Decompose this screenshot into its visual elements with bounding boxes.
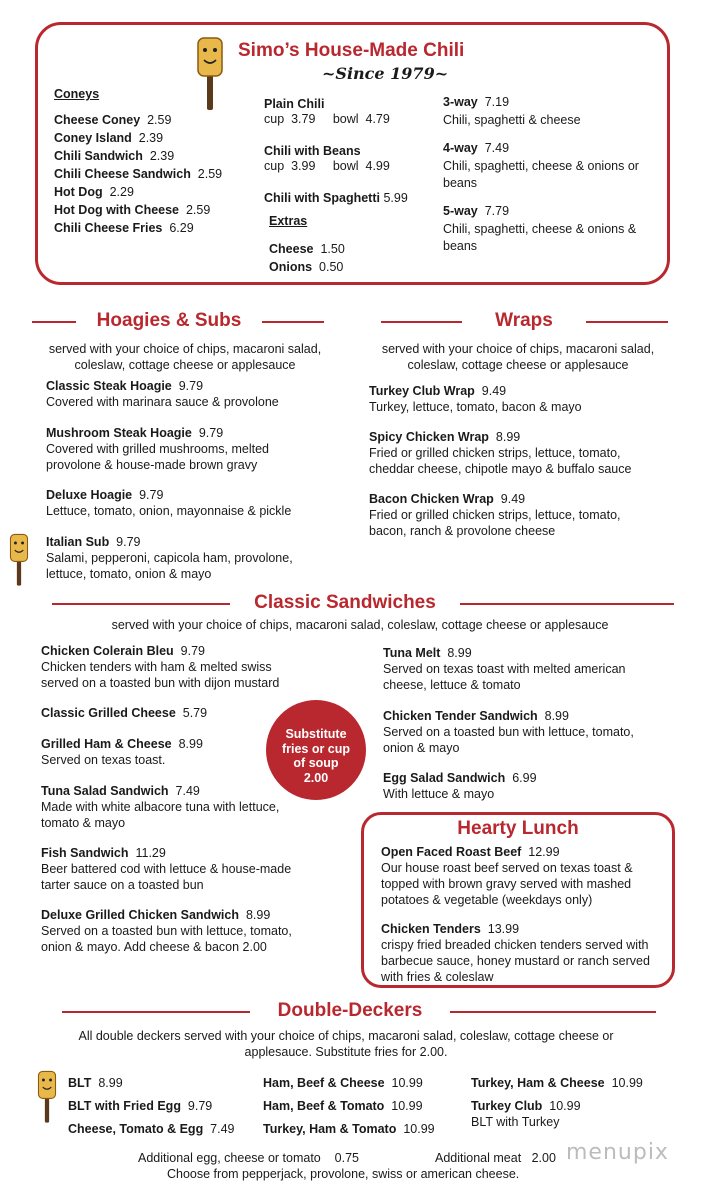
menu-item-title <box>54 166 222 182</box>
menu-item-title <box>383 645 472 661</box>
item-description: Made with white albacore tuna with lettuce, <box>41 800 280 814</box>
item-price: 7.19 <box>484 95 510 109</box>
beans-chili-prices <box>264 158 390 174</box>
item-name: Chicken Tender Sandwich <box>383 709 538 723</box>
item-name: Ham, Beef & Tomato <box>263 1099 385 1113</box>
item-name: Bacon Chicken Wrap <box>369 492 494 506</box>
item-description: Served on texas toast with melted american <box>383 662 626 676</box>
menu-item-title <box>263 1098 423 1114</box>
item-description: crispy fried breaded chicken tenders served with <box>381 938 649 952</box>
menu-item-title <box>54 148 174 164</box>
item-name: Chicken Tenders <box>381 922 481 936</box>
plain-chili-name: Plain Chili <box>264 97 325 111</box>
spatula-icon <box>9 533 29 587</box>
item-name: Turkey Club <box>471 1099 543 1113</box>
menu-item-title <box>46 378 203 394</box>
menu-item-title <box>41 643 205 659</box>
item-price: 6.29 <box>169 221 194 235</box>
menu-item-title <box>46 487 163 503</box>
menu-item-title <box>54 220 194 236</box>
menu-item-title <box>54 112 171 128</box>
bowl-price: 4.79 <box>365 112 390 126</box>
item-description: topped with brown gravy served with mashed <box>381 877 632 891</box>
item-price: 9.79 <box>180 644 205 658</box>
item-name: Deluxe Hoagie <box>46 488 133 502</box>
item-price: 2.39 <box>138 131 164 145</box>
menu-item-title <box>68 1121 235 1137</box>
menu-item-title <box>443 203 509 219</box>
item-name: Fish Sandwich <box>41 846 129 860</box>
item-description: Chili, spaghetti, cheese & onions & <box>443 222 637 236</box>
divider <box>586 321 668 323</box>
double-served-2: applesauce. Substitute fries for 2.00. <box>244 1045 448 1059</box>
item-description: tarter sauce on a toasted bun <box>41 878 204 892</box>
item-price: 12.99 <box>528 845 560 859</box>
item-description: cheese, lettuce & tomato <box>383 678 521 692</box>
item-description: beans <box>443 176 478 190</box>
item-name: 4-way <box>443 141 478 155</box>
item-price: 9.79 <box>178 379 204 393</box>
bowl-price: 4.99 <box>365 159 390 173</box>
hearty-title: Hearty Lunch <box>457 818 579 839</box>
menu-item-title <box>41 705 207 721</box>
label: Additional meat <box>435 1151 522 1165</box>
item-price: 7.79 <box>484 204 510 218</box>
item-name: 3-way <box>443 95 478 109</box>
substitute-badge <box>266 700 366 800</box>
item-description: tomato & mayo <box>41 816 126 830</box>
divider <box>262 321 324 323</box>
extra-cheese <box>269 241 345 257</box>
classic-title: Classic Sandwiches <box>254 592 436 613</box>
menu-item-title <box>471 1098 581 1114</box>
wraps-served-1: served with your choice of chips, macaroni salad, <box>381 342 655 356</box>
item-description: cheddar cheese, chipotle mayo & buffalo sauce <box>369 462 632 476</box>
item-name: Chili with Spaghetti <box>264 191 380 205</box>
menu-item-title <box>46 534 141 550</box>
item-price: 11.29 <box>135 846 166 860</box>
item-description: lettuce, tomato, onion & mayo <box>46 567 212 581</box>
item-price: 8.99 <box>495 430 521 444</box>
menu-item-title <box>41 783 200 799</box>
item-price: 2.39 <box>149 149 175 163</box>
spatula-icon <box>37 1070 57 1124</box>
wraps-title: Wraps <box>495 310 553 331</box>
item-description: Our house roast beef served on texas toast & <box>381 861 633 875</box>
item-name: Hot Dog with Cheese <box>54 203 180 217</box>
item-price: 7.49 <box>175 784 200 798</box>
item-name: Cheese <box>269 242 314 256</box>
item-price: 9.79 <box>116 535 141 549</box>
item-price: 7.49 <box>210 1122 235 1136</box>
hoagies-title: Hoagies & Subs <box>96 310 242 331</box>
item-price: 10.99 <box>391 1076 423 1090</box>
item-price: 2.59 <box>185 203 211 217</box>
item-name: Italian Sub <box>46 535 110 549</box>
divider <box>62 1011 250 1013</box>
double-served-1: All double deckers served with your choice of chips, macaroni salad, coleslaw, cottage cheese or <box>78 1029 614 1043</box>
item-price: 9.79 <box>187 1099 213 1113</box>
item-name: Turkey, Ham & Cheese <box>471 1076 605 1090</box>
item-name: Chili Cheese Fries <box>54 221 163 235</box>
menu-item-title <box>68 1098 212 1114</box>
item-name: Classic Steak Hoagie <box>46 379 172 393</box>
item-description: Turkey, lettuce, tomato, bacon & mayo <box>369 400 582 414</box>
item-price: 7.49 <box>484 141 510 155</box>
item-description: With lettuce & mayo <box>383 787 495 801</box>
divider <box>450 1011 656 1013</box>
item-name: Chili Cheese Sandwich <box>54 167 191 181</box>
substitute-line-1: Substitute <box>285 727 347 741</box>
item-description: Lettuce, tomato, onion, mayonnaise & pickle <box>46 504 292 518</box>
item-price: 8.99 <box>245 908 271 922</box>
menu-item-title <box>41 736 203 752</box>
menu-item-title <box>369 383 506 399</box>
additional-meat <box>435 1150 556 1166</box>
item-description: Covered with grilled mushrooms, melted <box>46 442 270 456</box>
menu-item-title <box>381 921 519 937</box>
item-name: Hot Dog <box>54 185 103 199</box>
item-price: 9.79 <box>139 488 164 502</box>
item-name: Grilled Ham & Cheese <box>41 737 172 751</box>
item-description: Fried or grilled chicken strips, lettuce, tomato, <box>369 508 621 522</box>
item-name: Tuna Melt <box>383 646 441 660</box>
item-name: 5-way <box>443 204 478 218</box>
substitute-line-3: of soup <box>293 756 339 770</box>
item-price: 8.99 <box>178 737 203 751</box>
item-price: 0.50 <box>319 260 344 274</box>
menu-item-title <box>41 845 166 861</box>
menu-item-title <box>369 429 520 445</box>
divider <box>32 321 76 323</box>
item-description: Chili, spaghetti, cheese & onions or <box>443 159 639 173</box>
item-description: provolone & house-made brown gravy <box>46 458 258 472</box>
menu-item-title <box>41 907 270 923</box>
item-name: Coney Island <box>54 131 132 145</box>
item-name: Chicken Colerain Bleu <box>41 644 174 658</box>
spaghetti-chili <box>264 190 408 206</box>
item-name: Cheese, Tomato & Egg <box>68 1122 204 1136</box>
menu-item-title <box>383 708 569 724</box>
menu-item-title <box>54 184 134 200</box>
item-name: Cheese Coney <box>54 113 141 127</box>
item-description: potatoes & vegetable (weekdays only) <box>381 893 593 907</box>
substitute-price: 2.00 <box>303 770 329 785</box>
item-description: Fried or grilled chicken strips, lettuce, tomato, <box>369 446 621 460</box>
item-description: Chili, spaghetti & cheese <box>443 113 581 127</box>
divider <box>460 603 674 605</box>
additional-egg <box>138 1150 359 1166</box>
item-price: 10.99 <box>391 1099 423 1113</box>
cup-label: cup <box>264 112 285 126</box>
cup-price: 3.79 <box>291 112 316 126</box>
item-price: 10.99 <box>403 1122 435 1136</box>
bowl-label: bowl <box>332 112 359 126</box>
item-price: 8.99 <box>544 709 569 723</box>
chili-title: Simo’s House-Made Chili <box>238 40 465 61</box>
item-price: 2.29 <box>109 185 134 199</box>
menu-item-title <box>263 1075 423 1091</box>
item-name: Turkey, Ham & Tomato <box>263 1122 397 1136</box>
item-description: Served on texas toast. <box>41 753 166 767</box>
menu-item-title <box>369 491 525 507</box>
item-description: Chicken tenders with ham & melted swiss <box>41 660 272 674</box>
item-name: Mushroom Steak Hoagie <box>46 426 192 440</box>
item-name: Tuna Salad Sandwich <box>41 784 169 798</box>
item-price: 9.49 <box>481 384 507 398</box>
item-description: with fries & coleslaw <box>381 970 494 984</box>
price: 2.00 <box>531 1151 556 1165</box>
item-price: 13.99 <box>487 922 520 936</box>
menu-item-title <box>443 140 509 156</box>
item-description: Served on a toasted bun with lettuce, tomato, <box>41 924 292 938</box>
item-name: Chili Sandwich <box>54 149 143 163</box>
beans-chili-name: Chili with Beans <box>264 144 361 158</box>
label: Additional egg, cheese or tomato <box>138 1151 321 1165</box>
menu-item-title <box>68 1075 123 1091</box>
double-title: Double-Deckers <box>277 1000 423 1021</box>
item-price: 2.59 <box>197 167 223 181</box>
item-name: Turkey Club Wrap <box>369 384 475 398</box>
cup-label: cup <box>264 159 285 173</box>
item-price: 1.50 <box>320 242 345 256</box>
watermark: menupix <box>566 1140 669 1165</box>
item-description: onion & mayo <box>383 741 460 755</box>
divider <box>381 321 462 323</box>
item-name: BLT with Fried Egg <box>68 1099 181 1113</box>
item-price: 8.99 <box>447 646 472 660</box>
item-name: BLT <box>68 1076 92 1090</box>
extras-heading: Extras <box>269 214 308 228</box>
item-price: 10.99 <box>549 1099 581 1113</box>
classic-served: served with your choice of chips, macaroni salad, coleslaw, cottage cheese or applesauce <box>111 618 609 632</box>
item-description: Served on a toasted bun with lettuce, tomato, <box>383 725 634 739</box>
item-price: 6.99 <box>512 771 537 785</box>
item-description: served on a toasted bun with dijon mustard <box>41 676 280 690</box>
plain-chili-prices <box>264 111 390 127</box>
item-name: Open Faced Roast Beef <box>381 845 522 859</box>
menu-item-title <box>383 770 537 786</box>
item-price: 2.59 <box>147 113 172 127</box>
wraps-served-2: coleslaw, cottage cheese or applesauce <box>407 358 629 372</box>
item-name: Ham, Beef & Cheese <box>263 1076 385 1090</box>
item-description: beans <box>443 239 478 253</box>
item-description: Salami, pepperoni, capicola ham, provolone, <box>46 551 293 565</box>
item-name: Spicy Chicken Wrap <box>369 430 489 444</box>
item-price: 5.79 <box>182 706 208 720</box>
item-description: Covered with marinara sauce & provolone <box>46 395 279 409</box>
item-description: onion & mayo. Add cheese & bacon 2.00 <box>41 940 267 954</box>
hoagies-served-2: coleslaw, cottage cheese or applesauce <box>74 358 296 372</box>
item-price: 5.99 <box>383 191 408 205</box>
item-price: 8.99 <box>98 1076 123 1090</box>
item-name: Classic Grilled Cheese <box>41 706 176 720</box>
item-description: Beer battered cod with lettuce & house-made <box>41 862 292 876</box>
menu-item-title <box>471 1075 643 1091</box>
price: 0.75 <box>334 1151 360 1165</box>
item-price: 9.49 <box>500 492 526 506</box>
item-description: bacon, ranch & provolone cheese <box>369 524 556 538</box>
item-price: 10.99 <box>611 1076 643 1090</box>
menu-item-title <box>54 202 210 218</box>
bowl-label: bowl <box>332 159 359 173</box>
menu-item-title <box>54 130 163 146</box>
menu-item-title <box>46 425 223 441</box>
item-description: barbecue sauce, honey mustard or ranch served <box>381 954 650 968</box>
substitute-line-2: fries or cup <box>281 741 351 756</box>
menu-item-title <box>263 1121 435 1137</box>
hoagies-served-1: served with your choice of chips, macaroni salad, <box>48 342 322 356</box>
spatula-icon <box>196 36 224 112</box>
item-name: Deluxe Grilled Chicken Sandwich <box>41 908 239 922</box>
extra-onions <box>269 259 343 275</box>
menu-item-title <box>443 94 509 110</box>
cup-price: 3.99 <box>291 159 316 173</box>
coneys-heading: Coneys <box>54 87 100 101</box>
menu-item-title <box>381 844 560 860</box>
item-name: Egg Salad Sandwich <box>383 771 506 785</box>
choose-cheese: Choose from pepperjack, provolone, swiss or american cheese. <box>167 1167 520 1181</box>
divider <box>52 603 230 605</box>
item-name: Onions <box>269 260 313 274</box>
item-description: BLT with Turkey <box>471 1115 560 1129</box>
chili-since: ~Since 1979~ <box>322 64 449 83</box>
item-price: 9.79 <box>198 426 224 440</box>
